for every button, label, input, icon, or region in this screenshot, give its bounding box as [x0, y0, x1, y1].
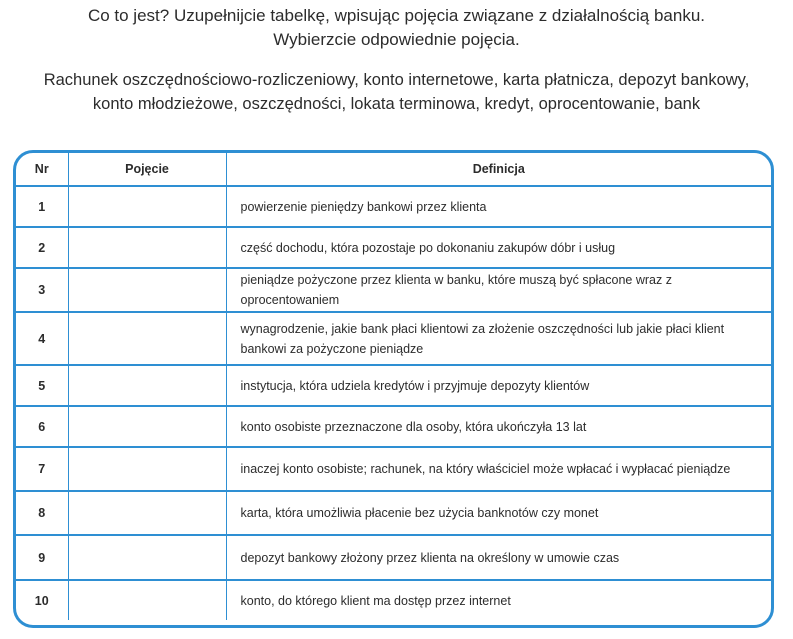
definition-text: konto, do którego klient ma dostęp przez internet	[226, 580, 771, 620]
row-number: 1	[16, 186, 68, 227]
table-row	[16, 447, 771, 491]
table-row	[16, 186, 771, 227]
definition-text: inaczej konto osobiste; rachunek, na który właściciel może wpłacać i wypłacać pieniądze	[226, 447, 771, 491]
instruction-line-2: Wybierzcie odpowiednie pojęcia.	[273, 30, 520, 49]
term-list-line-2: konto młodzieżowe, oszczędności, lokata terminowa, kredyt, oprocentowanie, bank	[92, 95, 701, 113]
definition-text: depozyt bankowy złożony przez klienta na określony w umowie czas	[226, 535, 771, 580]
definition-text: konto osobiste przeznaczone dla osoby, która ukończyła 13 lat	[226, 406, 771, 447]
header-term: Pojęcie	[68, 153, 226, 186]
table-row	[16, 535, 771, 580]
term-answer-cell[interactable]	[68, 580, 226, 620]
table-row	[16, 227, 771, 268]
term-answer-cell[interactable]	[68, 491, 226, 535]
row-number: 9	[16, 535, 68, 580]
definition-text: powierzenie pieniędzy bankowi przez klienta	[226, 186, 771, 227]
term-answer-cell[interactable]	[68, 227, 226, 268]
table-row	[16, 406, 771, 447]
row-number: 5	[16, 365, 68, 406]
table-row	[16, 580, 771, 620]
definition-text: pieniądze pożyczone przez klienta w banku, które muszą być spłacone wraz z oprocentowaniem	[226, 268, 771, 312]
term-answer-cell[interactable]	[68, 447, 226, 491]
row-number: 4	[16, 312, 68, 365]
term-answer-cell[interactable]	[68, 365, 226, 406]
term-answer-cell[interactable]	[68, 312, 226, 365]
table-row	[16, 491, 771, 535]
row-number: 7	[16, 447, 68, 491]
header-nr: Nr	[16, 153, 68, 186]
term-answer-cell[interactable]	[68, 268, 226, 312]
definition-text: karta, która umożliwia płacenie bez użycia banknotów czy monet	[226, 491, 771, 535]
definition-text: część dochodu, która pozostaje po dokonaniu zakupów dóbr i usług	[226, 227, 771, 268]
row-number: 6	[16, 406, 68, 447]
definitions-table-frame	[13, 150, 774, 628]
definitions-table	[16, 153, 771, 620]
table-row	[16, 268, 771, 312]
definition-text: wynagrodzenie, jakie bank płaci klientowi za złożenie oszczędności lub jakie płaci klient bankowi za pożyczone pieniądze	[226, 312, 771, 365]
row-number: 10	[34, 593, 49, 608]
instruction-line-1: Co to jest? Uzupełnijcie tabelkę, wpisując pojęcia związane z działalnością banku.	[87, 6, 706, 25]
task-instructions	[0, 4, 793, 52]
term-answer-cell[interactable]	[68, 535, 226, 580]
row-number: 3	[16, 268, 68, 312]
term-answer-cell[interactable]	[68, 406, 226, 447]
term-list	[0, 68, 793, 116]
table-row	[16, 365, 771, 406]
term-list-line-1: Rachunek oszczędnościowo-rozliczeniowy, konto internetowe, karta płatnicza, depozyt bankowy,	[43, 71, 750, 89]
definition-text: instytucja, która udziela kredytów i przyjmuje depozyty klientów	[226, 365, 771, 406]
table-header-row	[16, 153, 771, 186]
term-answer-cell[interactable]	[68, 186, 226, 227]
row-number: 8	[16, 491, 68, 535]
header-definition: Definicja	[226, 153, 771, 186]
table-row	[16, 312, 771, 365]
row-number: 2	[16, 227, 68, 268]
